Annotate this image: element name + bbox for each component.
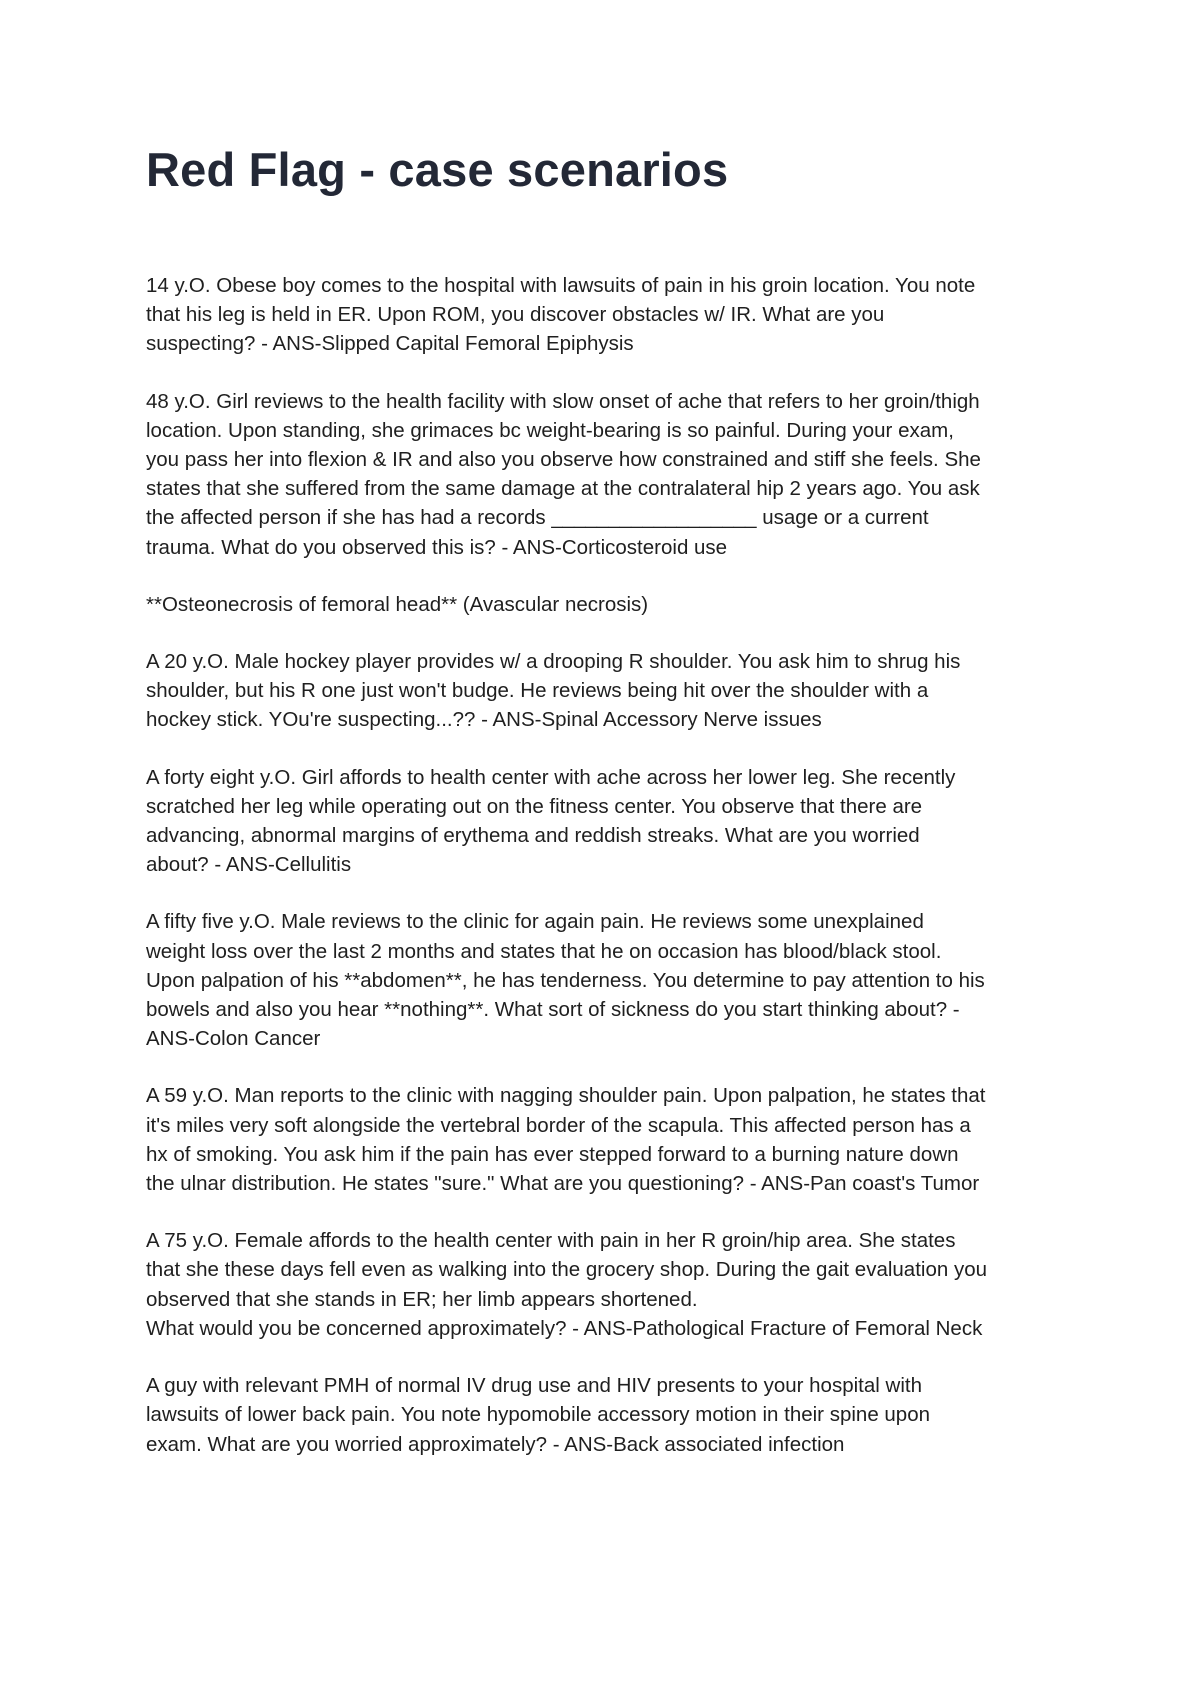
text-line: hockey stick. YOu're suspecting...?? - ANS-Spinal Accessory Nerve issues <box>146 708 822 732</box>
text-line: observed that she stands in ER; her limb appears shortened. <box>146 1287 698 1311</box>
text-line: A 75 y.O. Female affords to the health center with pain in her R groin/hip area. She states <box>146 1229 956 1253</box>
text-line: 48 y.O. Girl reviews to the health facility with slow onset of ache that refers to her groin/thigh <box>146 389 980 413</box>
text-line: 14 y.O. Obese boy comes to the hospital with lawsuits of pain in his groin location. You note <box>146 274 976 297</box>
case-scenario-5 <box>146 907 1066 1053</box>
case-scenario-8 <box>146 1371 1066 1459</box>
text-line: hx of smoking. You ask him if the pain has ever stepped forward to a burning nature down <box>146 1142 959 1166</box>
text-line: the affected person if she has had a records __________________ usage or a current <box>146 506 929 530</box>
text-line: lawsuits of lower back pain. You note hypomobile accessory motion in their spine upon <box>146 1403 931 1427</box>
text-line: advancing, abnormal margins of erythema and reddish streaks. What are you worried <box>146 824 920 848</box>
text-line: trauma. What do you observed this is? - ANS-Corticosteroid use <box>146 535 728 559</box>
text-line: shoulder, but his R one just won't budge. He reviews being hit over the shoulder with a <box>146 679 929 703</box>
text-line: A 59 y.O. Man reports to the clinic with nagging shoulder pain. Upon palpation, he states that <box>146 1084 986 1108</box>
text-line: A fifty five y.O. Male reviews to the clinic for again pain. He reviews some unexplained <box>146 910 924 934</box>
text-line: location. Upon standing, she grimaces bc weight-bearing is so painful. During your exam, <box>146 418 954 442</box>
text-line: exam. What are you worried approximately? - ANS-Back associated infection <box>146 1432 845 1456</box>
case-scenario-2 <box>146 387 1066 562</box>
text-line: scratched her leg while operating out on the fitness center. You observe that there are <box>146 794 923 818</box>
text-line: A guy with relevant PMH of normal IV drug use and HIV presents to your hospital with <box>146 1374 922 1398</box>
text-line: bowels and also you hear **nothing**. What sort of sickness do you start thinking about? - <box>146 998 960 1022</box>
text-line: Upon palpation of his **abdomen**, he has tenderness. You determine to pay attention to his <box>146 968 985 992</box>
text-line: you pass her into flexion & IR and also you observe how constrained and stiff she feels. She <box>146 448 981 472</box>
case-scenario-7 <box>146 1226 1066 1343</box>
text-line: that his leg is held in ER. Upon ROM, you discover obstacles w/ IR. What are you <box>146 303 885 327</box>
text-line: suspecting? - ANS-Slipped Capital Femoral Epiphysis <box>146 332 634 356</box>
text-line: ANS-Colon Cancer <box>146 1027 321 1051</box>
text-line: that she these days fell even as walking into the grocery shop. During the gait evaluation you <box>146 1258 988 1282</box>
text-line: What would you be concerned approximately? - ANS-Pathological Fracture of Femoral Neck <box>146 1316 983 1340</box>
text-line: states that she suffered from the same damage at the contralateral hip 2 years ago. You ask <box>146 477 980 501</box>
case-scenario-6 <box>146 1081 1066 1198</box>
text-line: about? - ANS-Cellulitis <box>146 853 352 877</box>
case-scenario-3 <box>146 647 1066 735</box>
case-scenario-1 <box>146 271 1066 359</box>
page-title: Red Flag - case scenarios <box>146 143 729 196</box>
text-line: weight loss over the last 2 months and states that he on occasion has blood/black stool. <box>146 939 942 963</box>
case-note-osteonecrosis <box>146 590 1066 619</box>
document-body <box>146 271 1066 1487</box>
text-line: the ulnar distribution. He states "sure." What are you questioning? - ANS-Pan coast's Tumor <box>146 1172 980 1196</box>
text-line: A 20 y.O. Male hockey player provides w/ a drooping R shoulder. You ask him to shrug his <box>146 650 961 674</box>
text-line: A forty eight y.O. Girl affords to health center with ache across her lower leg. She recently <box>146 765 956 789</box>
case-scenario-4 <box>146 763 1066 880</box>
text-line: it's miles very soft alongside the vertebral border of the scapula. This affected person has a <box>146 1113 971 1137</box>
text-line: **Osteonecrosis of femoral head** (Avascular necrosis) <box>146 592 649 616</box>
